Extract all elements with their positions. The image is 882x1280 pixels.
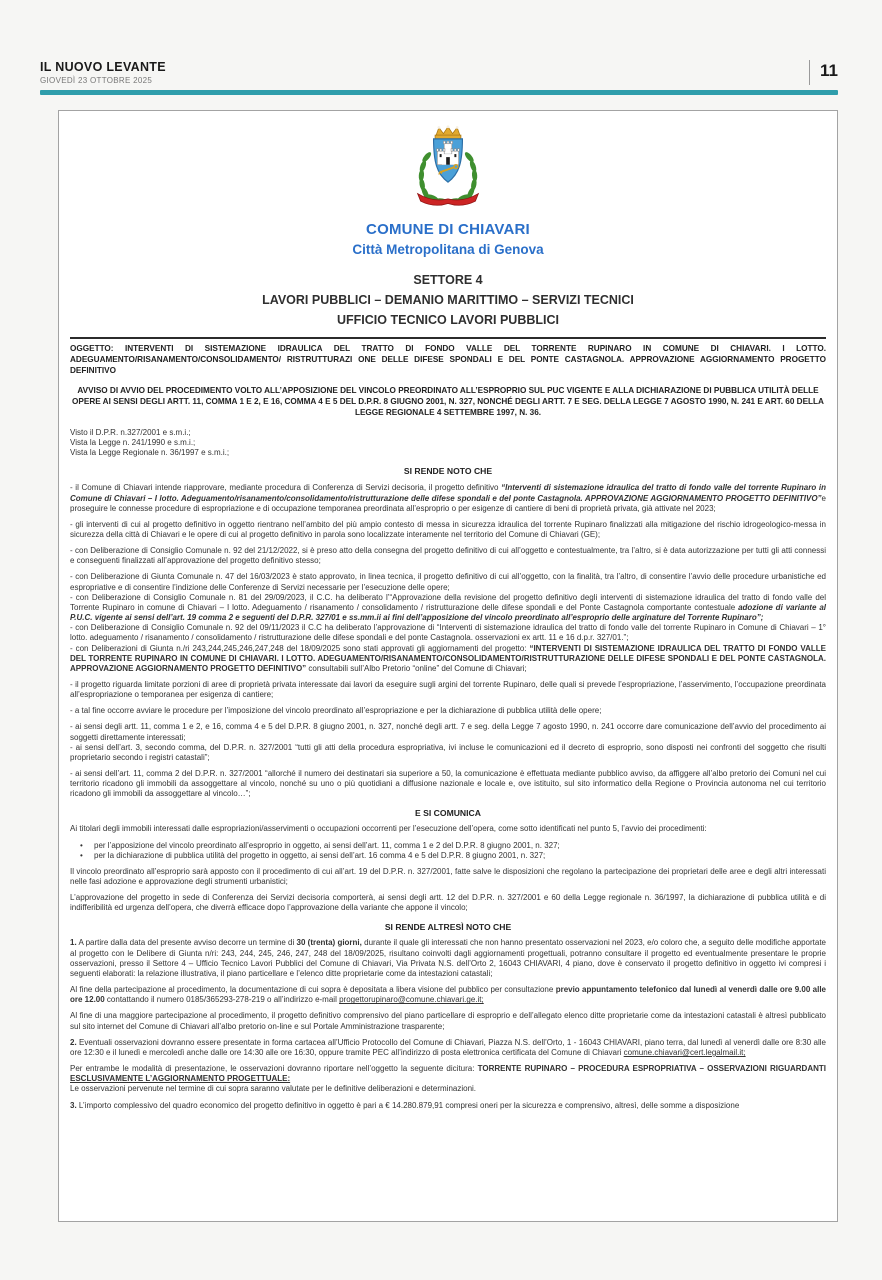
- municipality-subtitle: Città Metropolitana di Genova: [352, 242, 544, 257]
- notice-paragraph: [70, 1084, 826, 1094]
- notice-paragraph: [70, 1038, 826, 1058]
- section-heading: SI RENDE NOTO CHE: [403, 466, 493, 477]
- text-run: - a tal fine occorre avviare le procedure per l’imposizione del vincolo preordinato all’espropriazione e per la dichiarazione di pubblica utilità delle opere;: [70, 706, 602, 716]
- sector-line-3: UFFICIO TECNICO LAVORI PUBBLICI: [337, 313, 559, 327]
- notice-paragraph: [70, 1064, 826, 1084]
- email-link[interactable]: comune.chiavari@cert.legalmail.it;: [623, 1047, 746, 1057]
- notice-paragraph: [70, 644, 826, 674]
- notice-paragraph: [70, 743, 826, 763]
- text-run: 1.: [70, 938, 77, 948]
- text-run: 30 (trenta) giorni,: [296, 938, 362, 948]
- text-run: - con Deliberazione di Consiglio Comunale n. 81 del 29/09/2023, il C.C. ha deliberato l’“Approvazione della revisione del progetto definitivo degli interventi di sistemazione idraulica del tratto di fondo valle del Torrente Rupinaro in comune di Chiavari – I lotto. Adeguamento / risanamento / consolidamento / ristrutturazione delle difese spondali e del Ponte Castagnola comportante contestuale: [70, 592, 826, 612]
- text-run: TORRENTE RUPINARO – PROCEDURA ESPROPRIATIVA – OSSERVAZIONI RIGUARDANTI: [477, 1064, 827, 1074]
- text-run: - il progetto riguarda limitate porzioni di aree di proprietà privata interessate dai lavori da eseguire sugli argini del torrente Rupinaro, delle quali si prevede l’espropriazione, l’asservimento, l’occupazione preordinata all’espropriazione o temporanea per esigenza di cantiere;: [70, 680, 826, 700]
- text-run: 2.: [70, 1037, 77, 1047]
- text-run: - con Deliberazione di Consiglio Comunale n. 92 del 21/12/2022, si è preso atto della consegna del progetto definitivo di cui all’oggetto e contestualmente, tra l’altro, si è data autorizzazione per tutti gli atti connessi e conseguenti finalizzati all’approvazione del progetto definitivo stesso;: [70, 546, 826, 566]
- section-heading: SI RENDE ALTRESÌ NOTO CHE: [384, 921, 512, 932]
- oggetto-paragraph: OGGETTO: INTERVENTI DI SISTEMAZIONE IDRAULICA DEL TRATTO DI FONDO VALLE DEL TORRENTE RUPINARO IN COMUNE DI CHIAVARI. I LOTTO. ADEGUAMENTO/RISANAMENTO/CONSOLIDAMENTO/ RISTRUTTURAZI ONE DELLE DIFESE SPONDALI E DEL PONTE CASTAGNOLA. APPROVAZIONE AGGIORNAMENTO PROGETTO DEFINITIVO: [70, 344, 826, 375]
- notice-paragraph: [70, 623, 826, 643]
- text-run: L’approvazione del progetto in sede di Conferenza dei Servizi decisoria comporterà, ai sensi degli artt. 12 del D.P.R. n. 327/2001 e 60 della Legge regionale n. 36/1997, la dichiarazione di pubblica utilità e di indifferibilità ed urgenza dell’opera, che diverrà efficace dopo l’approvazione della variante che appone il vincolo;: [70, 893, 826, 913]
- text-run: consultabili sull’Albo Pretorio “online” del Comune di Chiavari;: [306, 663, 527, 673]
- text-run: adozione di variante al P.U.C. vigente ai sensi dell’art. 19 comma 2 e seguenti del D.P.R. 327/01 e ss.mm.ii ai fini dell’apposizione del vincolo preordinato all’esproprio delle arginature del Torrente Rupinaro”;: [70, 602, 826, 623]
- text-run: 3.: [70, 1100, 77, 1110]
- notice-paragraph: [70, 824, 826, 834]
- premise-line: Vista la Legge Regionale n. 36/1997 e s.m.i.;: [70, 448, 230, 458]
- notice-paragraph: [70, 722, 826, 742]
- divider: [70, 337, 826, 339]
- email-link[interactable]: progettorupinaro@comune.chiavari.ge.it;: [339, 995, 484, 1005]
- text-run: - gli interventi di cui al progetto definitivo in oggetto rientrano nell’ambito del più ampio contesto di messa in sicurezza idraulica del torrente Rupinaro finalizzati alla mitigazione del rischio idrogeologico-messa in sicurezza della città di Chiavari e le opere di cui al progetto definitivo in parola sono localizzate interamente nel territorio del Comune di Chiavari (GE);: [70, 519, 826, 539]
- sector-line-2: LAVORI PUBBLICI – DEMANIO MARITTIMO – SERVIZI TECNICI: [262, 293, 634, 307]
- notice-paragraph: [70, 1101, 826, 1111]
- masthead-text-block: [40, 60, 166, 85]
- issue-date: GIOVEDÌ 23 OTTOBRE 2025: [40, 76, 153, 85]
- text-run: - il Comune di Chiavari intende riapprovare, mediante procedura di Conferenza di Servizi decisoria, il progetto definitivo: [70, 483, 502, 493]
- text-run: Eventuali osservazioni dovranno essere presentate in forma cartacea all’Ufficio Protocollo del Comune di Chiavari, Piazza N.S. dell’Orto, 1 - 16043 CHIAVARI, piano terra, dal lunedì al venerdì dalle ore 8:30 alle ore 12:30 e il lunedì e mercoledì anche dalle ore 14:30 alle ore 16:30, oppure tramite PEC all’indirizzo di posta elettronica certificata del Comune di Chiavari: [70, 1037, 826, 1057]
- text-run: previo appuntamento telefonico dal lunedì al venerdì dalle ore 9.00 alle ore 12.00: [70, 985, 827, 1005]
- text-run: durante il quale gli interessati che non hanno presentato osservazioni nel 2023, e/o coloro che, a seguito delle modifiche apportate al progetto con le Delibere di Giunta n/ri: 243, 244, 245, 246, 247, 248 del 18/09/2025, risultano coinvolti dagli aggiornamenti progettuali, potranno consultare il progetto ed eventualmente presentare le proprie osservazioni, presso il Settore 4 – Ufficio Tecnico Lavori Pubblici del Comune di Chiavari, Via Privata N.S. dell’Orto 2, 16043 CHIAVARI, 4 piano, dove è conservato il progetto definitivo in oggetto ivi compresi i seguenti elaborati: la relazione illustrativa, il piano particellare e l’elenco ditte proprietarie come da intestazioni catastali;: [70, 938, 827, 978]
- notice-body: [70, 428, 826, 1111]
- notice-paragraph: [70, 706, 826, 716]
- text-run: Le osservazioni pervenute nel termine di cui sopra saranno valutate per le definitive deliberazioni e determinazioni.: [70, 1084, 477, 1094]
- chiavari-coat-of-arms-icon: [410, 123, 486, 211]
- notice-document: [58, 110, 838, 1222]
- notice-paragraph: [70, 769, 826, 799]
- premise-line: Visto il D.P.R. n.327/2001 e s.m.i.;: [70, 427, 191, 437]
- notice-paragraph: [70, 572, 826, 592]
- newspaper-title: IL NUOVO LEVANTE: [40, 60, 166, 74]
- text-run: Ai titolari degli immobili interessati dalle espropriazioni/asservimenti o occupazioni occorrenti per l’esecuzione dell’opera, come sotto identificati nel punto 5, l’avvio dei procedimenti:: [70, 824, 707, 834]
- notice-paragraph: [70, 593, 826, 623]
- text-run: Il vincolo preordinato all’esproprio sarà apposto con il procedimento di cui all’art. 19 del D.P.R. n. 327/2001, fatte salve le disposizioni che regolano la partecipazione dei proprietari delle aree e degli altri interessati nelle fasi adozione e approvazione degli strumenti urbanistici;: [70, 866, 826, 887]
- text-run: - ai sensi dell’art. 11, comma 2 del D.P.R. n. 327/2001 “allorché il numero dei destinatari sia superiore a 50, la comunicazione è effettuata mediante pubblico avviso, da affiggere all’albo pretorio dei Comuni nel cui territorio ricadono gli immobili da assoggettare al vincolo, nonché su uno o più quotidiani a diffusione nazionale e locale e, ove istituito, sul sito informatico della Regione o Provincia autonoma nel cui territorio ricadono gli immobili da assoggettare al vincolo…”;: [70, 769, 826, 799]
- bullet-item: • per l’apposizione del vincolo preordinato all’esproprio in oggetto, ai sensi dell’art. 11, comma 1 e 2 del D.P.R. 8 giugno 2001, n. 327;: [78, 841, 826, 851]
- notice-paragraph: [70, 867, 826, 887]
- sector-heading: [70, 270, 826, 330]
- text-run: contattando il numero 0185/365293-278-219 o all’indirizzo e-mail: [104, 995, 340, 1005]
- text-run: Al fine della partecipazione al procedimento, la documentazione di cui sopra è depositata a libera visione del pubblico per consultazione: [70, 985, 556, 995]
- text-run: e proseguire le connesse procedure di espropriazione e di occupazione temporanea preordinata all’esproprio o per esigenze di cantiere di beni di proprietà privata, già attivate nel 2023;: [70, 493, 826, 513]
- notice-paragraph: [70, 520, 826, 540]
- bullet-item: • per la dichiarazione di pubblica utilità del progetto in oggetto, ai sensi dell’art. 16 comma 4 e 5 del D.P.R. 8 giugno 2001, n. 327;: [78, 851, 826, 861]
- premise-line: Vista la Legge n. 241/1990 e s.m.i.;: [70, 438, 196, 448]
- page-number: 11: [809, 60, 838, 85]
- notice-paragraph: [70, 483, 826, 513]
- text-run: ESCLUSIVAMENTE L’AGGIORNAMENTO PROGETTUALE:: [70, 1074, 291, 1084]
- text-run: L’importo complessivo del quadro economico del progetto definitivo in oggetto è pari a € 14.280.879,91 compresi oneri per la sicurezza e comprensivo, altresì, delle somme a disposizione: [76, 1100, 740, 1110]
- notice-paragraph: [70, 1011, 826, 1031]
- text-run: Per entrambe le modalità di presentazione, le osservazioni dovranno riportare nell’oggetto la seguente dicitura:: [70, 1064, 478, 1074]
- text-run: - con Deliberazione di Consiglio Comunale n. 92 del 09/11/2023 il C.C ha deliberato l’approvazione di “Interventi di sistemazione idraulica del tratto di fondo valle del torrente Rupinaro in Comune di Chiavari – 1° lotto. adeguamento / risanamento / consolidamento / ristrutturazione delle difese spondali e del ponte Castagnola. osservazioni ex artt. 11 e 16 d.p.r. 327/01.”;: [70, 623, 826, 643]
- municipality-title: COMUNE DI CHIAVARI: [366, 221, 530, 238]
- text-run: “Interventi di sistemazione idraulica del tratto di fondo valle del torrente Rupinaro in Comune di Chiavari – I lotto. Adeguamento/risanamento/consolidamento/ristrutturazione delle difese spondali e del ponte Castagnola. APPROVAZIONE AGGIORNAMENTO PROGETTO DEFINITIVO”: [70, 483, 826, 503]
- text-run: “INTERVENTI DI SISTEMAZIONE IDRAULICA DEL TRATTO DI FONDO VALLE DEL TORRENTE RUPINARO IN COMUNE DI CHIAVARI. I LOTTO. ADEGUAMENTO/RISANAMENTO/CONSOLIDAMENTO/RISTRUTTURAZIONE DELLE DIFESE SPONDALI E DEL PONTE CASTAGNOLA. APPROVAZIONE AGGIORNAMENTO PROGETTO DEFINITIVO”: [70, 643, 826, 673]
- notice-paragraph: [70, 546, 826, 566]
- sector-line-1: SETTORE 4: [413, 273, 483, 287]
- text-run: - ai sensi degli artt. 11, comma 1 e 2, e 16, comma 4 e 5 del D.P.R. 8 giugno 2001, n. 327, nonché degli artt. 7 e seg. della Legge 7 agosto 1990, n. 241 occorre dare comunicazione dell’avvio del procedimento ai soggetti direttamente interessati;: [70, 722, 826, 742]
- text-run: A partire dalla data del presente avviso decorre un termine di: [76, 938, 297, 948]
- notice-paragraph: [70, 938, 826, 979]
- premise-lines: [70, 428, 826, 458]
- notice-paragraph: [70, 985, 826, 1005]
- text-run: - ai sensi dell’art. 3, secondo comma, del D.P.R. n. 327/2001 “tutti gli atti della procedura espropriativa, ivi incluse le comunicazioni ed il decreto di esproprio, sono disposti nei confronti del soggetto che risulti proprietario secondo i registri catastali”;: [70, 742, 826, 762]
- text-run: Al fine di una maggiore partecipazione al procedimento, il progetto definitivo comprensivo del piano particellare di esproprio e dell’allegato elenco ditte proprietarie come da intestazioni catastali è altresì pubblicato sul sito internet del Comune di Chiavari all’albo pretorio on-line e sul Portale Amministrazione trasparente;: [70, 1011, 826, 1031]
- notice-paragraph: [70, 893, 826, 913]
- avviso-paragraph: AVVISO DI AVVIO DEL PROCEDIMENTO VOLTO ALL’APPOSIZIONE DEL VINCOLO PREORDINATO ALL’ESPROPRIO SUL PUC VIGENTE E ALLA DICHIARAZIONE DI PUBBLICA UTILITÀ DELLE OPERE AI SENSI DEGLI ARTT. 11, COMMA 1 E 2, E 16, COMMA 4 E 5 DEL D.P.R. 8 GIUGNO 2001, N. 327, NONCHÉ DEGLI ARTT. 7 E SEG. DELLA LEGGE 7 AGOSTO 1990, N. 241 E ART. 60 DELLA LEGGE REGIONALE 4 SETTEMBRE 1997, N. 36.: [72, 386, 824, 418]
- accent-bar: [40, 90, 838, 95]
- bullet-list: [70, 841, 826, 861]
- text-run: - con Deliberazione di Giunta Comunale n. 47 del 16/03/2023 è stato approvato, in linea tecnica, il progetto definitivo di cui all’oggetto, con la finalità, tra l’altro, di consentire l’avvio delle procedure urbanistiche ed espropriative e di consentire l’indizione delle Conferenze di Servizi necessarie per l’esecuzione delle opere;: [70, 572, 826, 592]
- masthead: [40, 60, 838, 95]
- crest-wrap: [70, 123, 826, 216]
- text-run: - con Deliberazioni di Giunta n./ri 243,244,245,246,247,248 del 18/09/2025 sono stati approvati gli aggiornamenti del progetto:: [70, 643, 530, 653]
- notice-paragraph: [70, 680, 826, 700]
- section-heading: E SI COMUNICA: [415, 807, 481, 818]
